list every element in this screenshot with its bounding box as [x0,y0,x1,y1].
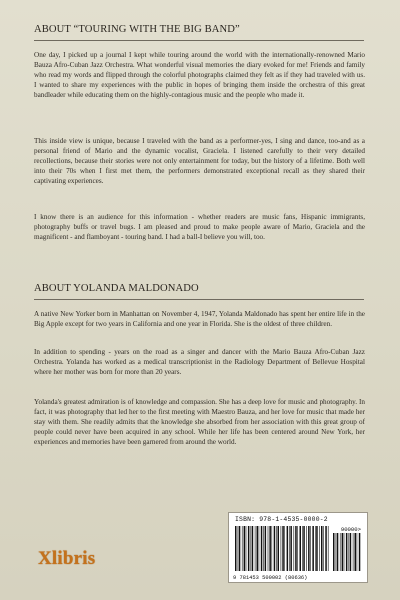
barcode-stripe [321,526,323,571]
barcode-stripe [336,533,337,571]
price-code: 90000> [340,526,361,533]
barcode-stripe [268,526,269,571]
paragraph-author-2: In addition to spending - years on the road as a singer and dancer with the Mario Bauza Afro-Cuban Jazz Orchestra. Yolanda has worked as a medical transcriptionist in the Radiology Department of Bellevue Hospital where her mother was born for more than 20 years. [34,348,365,376]
barcode-stripe [346,533,348,571]
section-heading-book: ABOUT “TOURING WITH THE BIG BAND” [34,24,240,35]
barcode-stripe [242,526,243,571]
barcode-stripe [265,526,267,571]
barcode-stripe [333,533,335,571]
barcode-stripe [284,526,285,571]
paragraph-author-1: A native New Yorker born in Manhattan on November 4, 1947, Yolanda Maldonado has spent her entire life in the Big Apple except for two years in California and one year in Florida. She is the oldest of three children. [34,310,365,328]
publisher-logo: Xlibris [38,548,96,569]
barcode-stripe [274,526,276,571]
barcode-stripe [276,526,277,571]
barcode-stripe [302,526,303,571]
barcode-stripe [340,533,341,571]
barcode-stripe [281,526,282,571]
barcode-stripe [278,526,280,571]
barcode-stripe [325,526,327,571]
barcode-stripe [310,526,311,571]
barcode-stripe [337,533,339,571]
barcode-stripe [261,526,263,571]
barcode-stripe [316,526,318,571]
barcode-stripe [315,526,316,571]
isbn-text: ISBN: 978-1-4535-0000-2 [235,516,328,523]
barcode-stripe [306,526,307,571]
barcode-stripe [239,526,241,571]
paragraph-book-3: I know there is an audience for this information - whether readers are music fans, Hispanic immigrants, photography buffs or travel bugs. I am pleased and proud to make people aware of Mario, Graciela and the magnificent - and flamboyant - touring band. I had a ball-I believe you will, too. [34,213,365,241]
barcode-stripe [259,526,260,571]
heading-divider [34,299,364,300]
barcode-stripe [282,526,284,571]
barcode-stripe [269,526,271,571]
section-heading-author: ABOUT YOLANDA MALDONADO [34,283,199,294]
barcode-stripe [235,526,237,571]
barcode-stripe [294,526,295,571]
barcode-stripe [303,526,305,571]
barcode-block [228,512,368,583]
barcode-addon-bars [333,533,361,571]
barcode-stripe [251,526,252,571]
barcode-stripe [312,526,314,571]
barcode-stripe [350,533,352,571]
barcode-stripe [248,526,250,571]
barcode-digits: 9 781453 500002 (80636) [233,575,308,581]
barcode-stripe [308,526,310,571]
barcode-stripe [300,526,302,571]
barcode-stripe [355,533,357,571]
barcode-bars [235,526,329,571]
barcode-stripe [272,526,273,571]
barcode-stripe [297,526,298,571]
barcode-stripe [323,526,324,571]
barcode-stripe [257,526,259,571]
barcode-stripe [287,526,289,571]
paragraph-author-3: Yolanda's greatest admiration is of knowledge and compassion. She has a deep love for music and photography. In fact, it was photography that led her to the first meeting with Maestro Bauza, and her love for music that made her stay with them. She readily admits that the knowledge she absorbed from her association with this great group of people could never have been acquired in any school. While her life has been centered around New York, her experiences and memories have been garnered from around the world. [34,398,365,446]
barcode-stripe [263,526,264,571]
barcode-stripe [319,526,320,571]
barcode-stripe [295,526,297,571]
barcode-stripe [359,533,361,571]
barcode-stripe [353,533,354,571]
barcode-stripe [328,526,329,571]
barcode-stripe [290,526,292,571]
heading-divider [34,40,364,41]
barcode-stripe [244,526,246,571]
barcode-stripe [357,533,358,571]
barcode-stripe [255,526,256,571]
barcode-stripe [238,526,239,571]
barcode-stripe [349,533,350,571]
barcode-stripe [342,533,344,571]
barcode-stripe [289,526,290,571]
barcode-stripe [344,533,345,571]
barcode-stripe [252,526,254,571]
barcode-stripe [246,526,247,571]
paragraph-book-1: One day, I picked up a journal I kept while touring around the world with the internationally-renowned Mario Bauza Afro-Cuban Jazz Orchestra. What wonderful visual memories the diary evoked for me! Friends and family who read my words and flipped through the colorful photographs claimed they felt as if they had traveled with us. I wanted to share my experiences with the public in hopes of bringing them inside the orchestra of this great bandleader while educating them on the highly-contagious music and the people who made it. [34,51,365,99]
paragraph-book-2: This inside view is unique, because I traveled with the band as a performer-yes, I sing and dance, too-and as a personal friend of Mario and the dynamic vocalist, Graciela. I listened carefully to their very detailed recollections, because their stories were not only entertainment for today, but the history of a lifetime. Both well into their 70s when I first met them, the performers demonstrated exceptional recall as they shared their captivating experiences. [34,137,365,185]
